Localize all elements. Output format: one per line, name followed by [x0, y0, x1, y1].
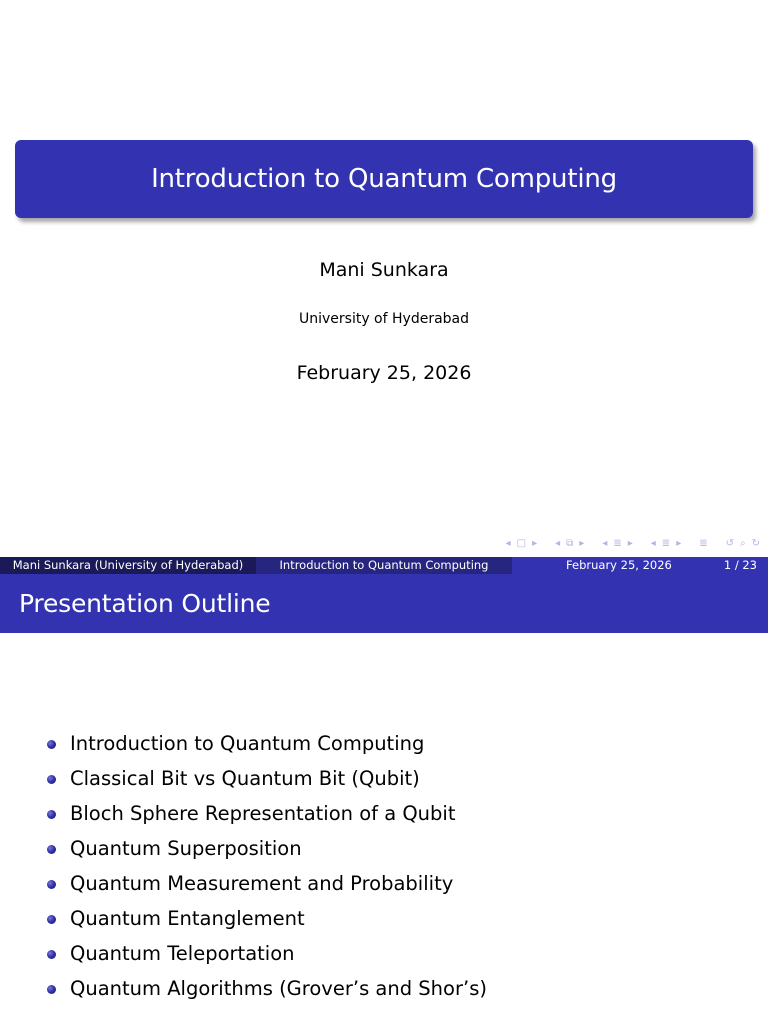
- nav-next-slide-icon[interactable]: ▸: [532, 538, 538, 549]
- bullet-icon: [47, 775, 56, 784]
- list-item: [0, 866, 768, 901]
- nav-prev-slide-icon[interactable]: ◂: [505, 538, 511, 549]
- nav-frame-icon[interactable]: ⧉: [566, 538, 574, 549]
- nav-next-subsection-icon[interactable]: ▸: [627, 538, 633, 549]
- list-item: [0, 726, 768, 761]
- presentation-date: February 25, 2026: [296, 362, 472, 384]
- nav-prev-frame-icon[interactable]: ◂: [555, 538, 561, 549]
- nav-forward-icon[interactable]: ↻: [751, 538, 760, 549]
- nav-search-icon[interactable]: ⌕: [740, 538, 746, 549]
- list-item-text: Classical Bit vs Quantum Bit (Qubit): [70, 767, 420, 790]
- navigation-symbols[interactable]: [506, 538, 760, 550]
- footline-author: Mani Sunkara (University of Hyderabad): [0, 557, 256, 574]
- outline-list: [0, 726, 768, 1006]
- list-item: [0, 761, 768, 796]
- bullet-icon: [47, 985, 56, 994]
- nav-next-frame-icon[interactable]: ▸: [579, 538, 585, 549]
- institute-name: University of Hyderabad: [298, 311, 470, 327]
- nav-document-icon[interactable]: ≣: [699, 538, 708, 549]
- bullet-icon: [47, 880, 56, 889]
- footline-title: Introduction to Quantum Computing: [256, 557, 512, 574]
- list-item-text: Quantum Measurement and Probability: [70, 872, 454, 895]
- list-item: [0, 901, 768, 936]
- title-box: [15, 140, 753, 218]
- footline-date: February 25, 2026: [566, 558, 672, 572]
- frame-title-bar: [0, 574, 768, 633]
- frame-title: Presentation Outline: [19, 589, 271, 618]
- bullet-icon: [47, 915, 56, 924]
- author-name: Mani Sunkara: [319, 259, 449, 281]
- list-item-text: Bloch Sphere Representation of a Qubit: [70, 802, 456, 825]
- list-item-text: Quantum Superposition: [70, 837, 302, 860]
- list-item-text: Quantum Teleportation: [70, 942, 295, 965]
- list-item: [0, 936, 768, 971]
- nav-back-icon[interactable]: ↺: [725, 538, 734, 549]
- nav-prev-section-icon[interactable]: ◂: [650, 538, 656, 549]
- nav-next-section-icon[interactable]: ▸: [676, 538, 682, 549]
- footline-page-number: 1 / 23: [723, 558, 757, 572]
- footline: [0, 557, 768, 574]
- nav-slide-icon[interactable]: □: [516, 538, 527, 549]
- list-item: [0, 971, 768, 1006]
- bullet-icon: [47, 845, 56, 854]
- presentation-title: Introduction to Quantum Computing: [151, 164, 617, 194]
- bullet-icon: [47, 810, 56, 819]
- list-item-text: Quantum Entanglement: [70, 907, 305, 930]
- list-item: [0, 831, 768, 866]
- footline-date-page: [512, 557, 768, 574]
- list-item-text: Quantum Algorithms (Grover’s and Shor’s): [70, 977, 487, 1000]
- bullet-icon: [47, 740, 56, 749]
- nav-prev-subsection-icon[interactable]: ◂: [602, 538, 608, 549]
- nav-section-icon[interactable]: ≣: [661, 538, 671, 549]
- nav-subsection-icon[interactable]: ≣: [613, 538, 622, 549]
- list-item: [0, 796, 768, 831]
- bullet-icon: [47, 950, 56, 959]
- list-item-text: Introduction to Quantum Computing: [70, 732, 425, 755]
